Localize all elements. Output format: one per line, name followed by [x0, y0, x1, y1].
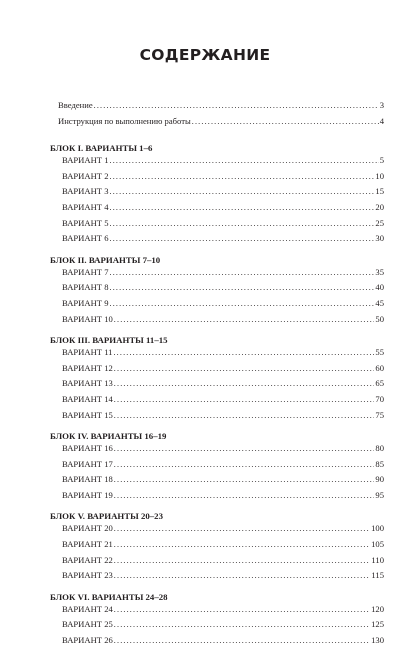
toc-entry-label: ВАРИАНТ 14 — [62, 393, 113, 404]
toc-entry-label: ВАРИАНТ 1 — [62, 155, 109, 166]
toc-entry-page: 75 — [375, 409, 384, 420]
toc-entry-label: ВАРИАНТ 5 — [62, 217, 109, 228]
toc-entry-page: 85 — [375, 458, 384, 469]
dot-leader — [114, 620, 370, 629]
dot-leader — [110, 268, 375, 277]
dot-leader — [192, 117, 379, 126]
toc-entry-label: ВАРИАНТ 16 — [62, 443, 113, 454]
dot-leader — [114, 411, 375, 420]
toc-entry-label: ВАРИАНТ 6 — [62, 233, 109, 244]
toc-entry-label: ВАРИАНТ 11 — [62, 347, 113, 358]
toc-entry-variant-14[interactable] — [62, 394, 384, 410]
dot-leader — [114, 444, 375, 453]
dot-leader — [114, 605, 370, 614]
dot-leader — [114, 395, 375, 404]
dot-leader — [114, 475, 375, 484]
toc-entry-page: 120 — [371, 603, 384, 614]
toc-entry-label: ВАРИАНТ 25 — [62, 619, 113, 630]
dot-leader — [113, 348, 374, 357]
dot-leader — [114, 524, 370, 533]
toc-entry-variant-2[interactable] — [62, 171, 384, 187]
block-heading-4: БЛОК IV. ВАРИАНТЫ 16–19 — [50, 431, 167, 442]
toc-entry-variant-3[interactable] — [62, 186, 384, 202]
toc-entry-page: 125 — [371, 619, 384, 630]
toc-entry-page: 3 — [379, 100, 384, 110]
toc-entry-label: ВАРИАНТ 21 — [62, 539, 113, 550]
toc-entry-page: 20 — [375, 201, 384, 212]
toc-entry-variant-4[interactable] — [62, 202, 384, 218]
toc-entry-page: 65 — [375, 378, 384, 389]
toc-entry-page: 90 — [375, 474, 384, 485]
dot-leader — [110, 203, 375, 212]
toc-entry-variant-16[interactable] — [62, 443, 384, 459]
block-heading-1: БЛОК I. ВАРИАНТЫ 1–6 — [50, 143, 153, 154]
toc-entry-variant-17[interactable] — [62, 459, 384, 475]
block-heading-5: БЛОК V. ВАРИАНТЫ 20–23 — [50, 511, 163, 522]
dot-leader — [110, 234, 375, 243]
dot-leader — [114, 364, 375, 373]
toc-entry-label: ВАРИАНТ 19 — [62, 489, 113, 500]
toc-entry-page: 15 — [375, 186, 384, 197]
toc-entry-page: 5 — [379, 155, 384, 166]
toc-entry-page: 95 — [375, 489, 384, 500]
dot-leader — [110, 156, 379, 165]
dot-leader — [114, 315, 375, 324]
toc-entry-label: ВАРИАНТ 8 — [62, 282, 109, 293]
toc-entry-variant-12[interactable] — [62, 363, 384, 379]
toc-entry-variant-6[interactable] — [62, 233, 384, 249]
toc-entry-label: ВАРИАНТ 20 — [62, 523, 113, 534]
toc-entry-page: 130 — [371, 635, 384, 646]
toc-entry-variant-11[interactable] — [62, 347, 384, 363]
dot-leader — [114, 556, 371, 565]
toc-entry-variant-8[interactable] — [62, 282, 384, 298]
toc-entry-label: ВАРИАНТ 24 — [62, 603, 113, 614]
toc-entry-page: 80 — [375, 443, 384, 454]
toc-entry-label: ВАРИАНТ 18 — [62, 474, 113, 485]
dot-leader — [110, 299, 375, 308]
toc-entry-label: ВАРИАНТ 7 — [62, 266, 109, 277]
toc-entry-page: 50 — [375, 313, 384, 324]
dot-leader — [114, 379, 375, 388]
toc-entry-variant-1[interactable] — [62, 155, 384, 171]
toc-entry-variant-26[interactable] — [62, 635, 384, 651]
toc-entry-page: 60 — [375, 362, 384, 373]
toc-entry-variant-7[interactable] — [62, 267, 384, 283]
dot-leader — [110, 283, 375, 292]
dot-leader — [114, 636, 370, 645]
block-heading-3: БЛОК III. ВАРИАНТЫ 11–15 — [50, 335, 168, 346]
dot-leader — [110, 187, 375, 196]
toc-entry-variant-9[interactable] — [62, 298, 384, 314]
block-heading-2: БЛОК II. ВАРИАНТЫ 7–10 — [50, 254, 161, 265]
dot-leader — [114, 571, 371, 580]
toc-entry-variant-24[interactable] — [62, 604, 384, 620]
toc-entry-variant-15[interactable] — [62, 410, 384, 426]
toc-entry-variant-22[interactable] — [62, 555, 384, 571]
toc-entry-label: ВАРИАНТ 23 — [62, 570, 113, 581]
toc-entry-label: ВАРИАНТ 3 — [62, 186, 109, 197]
toc-entry-variant-13[interactable] — [62, 378, 384, 394]
toc-entry-page: 4 — [379, 115, 384, 126]
dot-leader — [114, 540, 370, 549]
dot-leader — [114, 460, 375, 469]
toc-entry-label: ВАРИАНТ 4 — [62, 201, 109, 212]
toc-entry-page: 25 — [375, 217, 384, 228]
table-of-contents — [50, 100, 384, 651]
toc-entry-variant-18[interactable] — [62, 474, 384, 490]
toc-entry-variant-19[interactable] — [62, 490, 384, 506]
dot-leader — [110, 219, 375, 228]
toc-entry-page: 10 — [375, 170, 384, 181]
toc-entry-label: ВАРИАНТ 17 — [62, 458, 113, 469]
toc-entry-variant-5[interactable] — [62, 218, 384, 234]
dot-leader — [94, 101, 379, 110]
toc-entry-label: ВАРИАНТ 26 — [62, 635, 113, 646]
toc-entry-label: ВАРИАНТ 10 — [62, 313, 113, 324]
toc-entry-variant-23[interactable] — [62, 570, 384, 586]
page-title: СОДЕРЖАНИЕ — [139, 46, 271, 64]
toc-entry-variant-21[interactable] — [62, 539, 384, 555]
toc-entry-variant-10[interactable] — [62, 314, 384, 330]
toc-entry-label: ВАРИАНТ 12 — [62, 362, 113, 373]
toc-entry-page: 100 — [371, 523, 384, 534]
block-heading-6: БЛОК VI. ВАРИАНТЫ 24–28 — [50, 591, 168, 602]
toc-entry-label: Инструкция по выполнению работы — [58, 115, 191, 126]
toc-entry-instructions[interactable] — [58, 116, 384, 132]
toc-entry-page: 30 — [375, 233, 384, 244]
toc-entry-variant-20[interactable] — [62, 523, 384, 539]
toc-entry-label: ВАРИАНТ 15 — [62, 409, 113, 420]
toc-entry-page: 105 — [371, 539, 384, 550]
toc-entry-introduction[interactable] — [58, 100, 384, 116]
dot-leader — [110, 172, 375, 181]
toc-entry-page: 70 — [375, 393, 384, 404]
toc-entry-label: ВАРИАНТ 9 — [62, 297, 109, 308]
toc-entry-page: 40 — [375, 282, 384, 293]
toc-entry-label: Введение — [58, 100, 93, 110]
toc-entry-page: 115 — [371, 570, 384, 581]
toc-entry-page: 55 — [375, 347, 384, 358]
toc-entry-variant-25[interactable] — [62, 619, 384, 635]
toc-entry-page: 110 — [371, 554, 384, 565]
toc-entry-label: ВАРИАНТ 2 — [62, 170, 109, 181]
toc-entry-label: ВАРИАНТ 22 — [62, 554, 113, 565]
toc-entry-page: 45 — [375, 297, 384, 308]
toc-entry-label: ВАРИАНТ 13 — [62, 378, 113, 389]
dot-leader — [114, 491, 375, 500]
toc-entry-page: 35 — [375, 266, 384, 277]
